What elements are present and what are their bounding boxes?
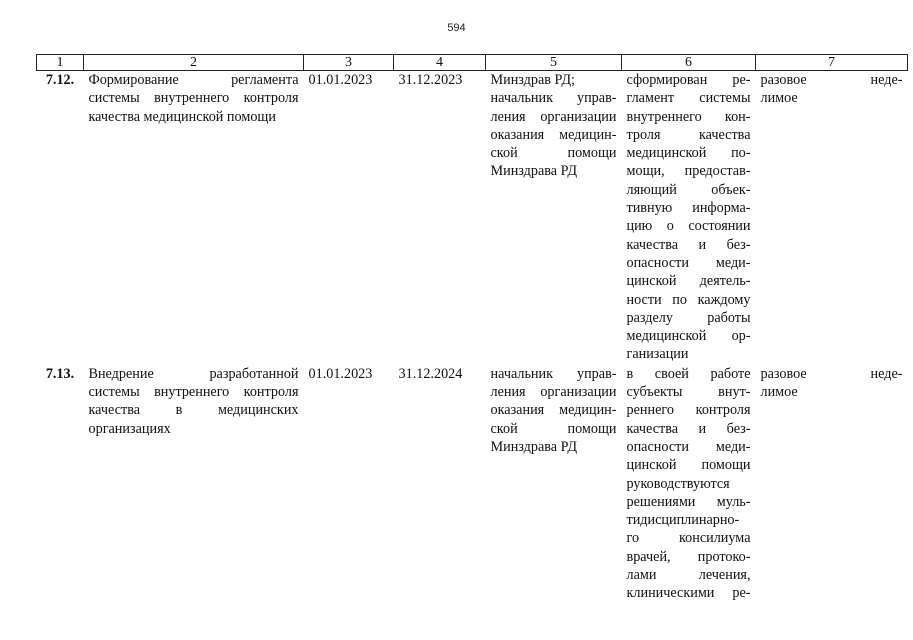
column-header-4: 4	[394, 55, 486, 71]
result-line: цинской помощи	[626, 457, 751, 474]
responsible-line: оказания медицин-	[490, 402, 617, 419]
column-header-5: 5	[486, 55, 622, 71]
result-line: сформирован ре-	[626, 72, 751, 88]
page-number: 594	[447, 22, 466, 34]
type-line: лимое	[760, 384, 798, 401]
result-line: медицинской по-	[626, 145, 751, 162]
column-header-3: 3	[304, 55, 394, 71]
result-line: качества и без-	[626, 420, 751, 437]
result-line: опасности меди-	[626, 254, 751, 271]
end-date-cell: 31.12.2023	[398, 72, 463, 88]
responsible-cell	[486, 71, 622, 364]
result-line: лами лечения,	[626, 567, 751, 584]
result-line: врачей, протоко-	[626, 548, 751, 565]
result-line: внутреннего кон-	[626, 108, 751, 125]
result-line: клиническими ре-	[626, 585, 751, 602]
row-number: 7.13.	[45, 365, 75, 382]
result-line: решениями муль-	[626, 493, 751, 510]
table-row	[37, 71, 908, 364]
responsible-line: оказания медицин-	[490, 126, 617, 143]
responsible-line: ской помощи	[490, 145, 617, 162]
result-line: ганизации	[626, 346, 689, 363]
responsible-line: ской помощи	[490, 420, 617, 437]
result-line: тидисциплинарно-	[626, 512, 740, 529]
result-line: руководствуются	[626, 475, 730, 492]
result-line: медицинской ор-	[626, 328, 751, 345]
table-row	[37, 364, 908, 603]
result-line: качества и без-	[626, 236, 751, 253]
result-line: троля качества	[626, 126, 751, 143]
result-line: ности по каждому	[626, 291, 751, 308]
column-header-6: 6	[622, 55, 756, 71]
type-cell	[756, 71, 908, 364]
type-line: разовое неде-	[760, 72, 903, 88]
result-line: в своей работе	[626, 365, 751, 382]
result-line: цию о состоянии	[626, 218, 751, 235]
responsible-line: начальник управ-	[490, 90, 617, 107]
result-cell	[622, 364, 756, 603]
row-number: 7.12.	[45, 72, 75, 88]
start-date-cell: 01.01.2023	[308, 365, 373, 382]
responsible-line: Минздрава РД	[490, 163, 578, 180]
type-line: разовое неде-	[760, 365, 903, 382]
result-line: ляющий объек-	[626, 181, 751, 198]
activity-cell: Внедрение разработанной системы внутреннего контроля качества в медицинских организациях	[88, 365, 299, 437]
result-line: цинской деятель-	[626, 273, 751, 290]
responsible-line: ления организации	[490, 108, 617, 125]
responsible-line: Минздрав РД;	[490, 72, 575, 88]
column-header-1: 1	[37, 55, 84, 71]
responsible-line: ления организации	[490, 384, 617, 401]
type-line: лимое	[760, 90, 798, 107]
result-line: субъекты внут-	[626, 384, 751, 401]
column-header-7: 7	[756, 55, 908, 71]
column-number-header	[37, 55, 908, 71]
end-date-cell: 31.12.2024	[398, 365, 463, 382]
responsible-cell	[486, 364, 622, 603]
responsible-line: начальник управ-	[490, 365, 617, 382]
activity-table	[36, 54, 908, 603]
responsible-line: Минздрава РД	[490, 438, 578, 455]
column-header-2: 2	[84, 55, 304, 71]
result-cell	[622, 71, 756, 364]
result-line: опасности меди-	[626, 438, 751, 455]
result-line: разделу работы	[626, 309, 751, 326]
type-cell	[756, 364, 908, 603]
result-line: го консилиума	[626, 530, 751, 547]
result-line: реннего контроля	[626, 402, 751, 419]
start-date-cell: 01.01.2023	[308, 72, 373, 88]
activity-cell: Формирование регламента системы внутреннего контроля качества медицинской помощи	[88, 72, 299, 125]
result-line: мощи, предостав-	[626, 163, 751, 180]
result-line: тивную информа-	[626, 200, 751, 217]
result-line: гламент системы	[626, 90, 751, 107]
